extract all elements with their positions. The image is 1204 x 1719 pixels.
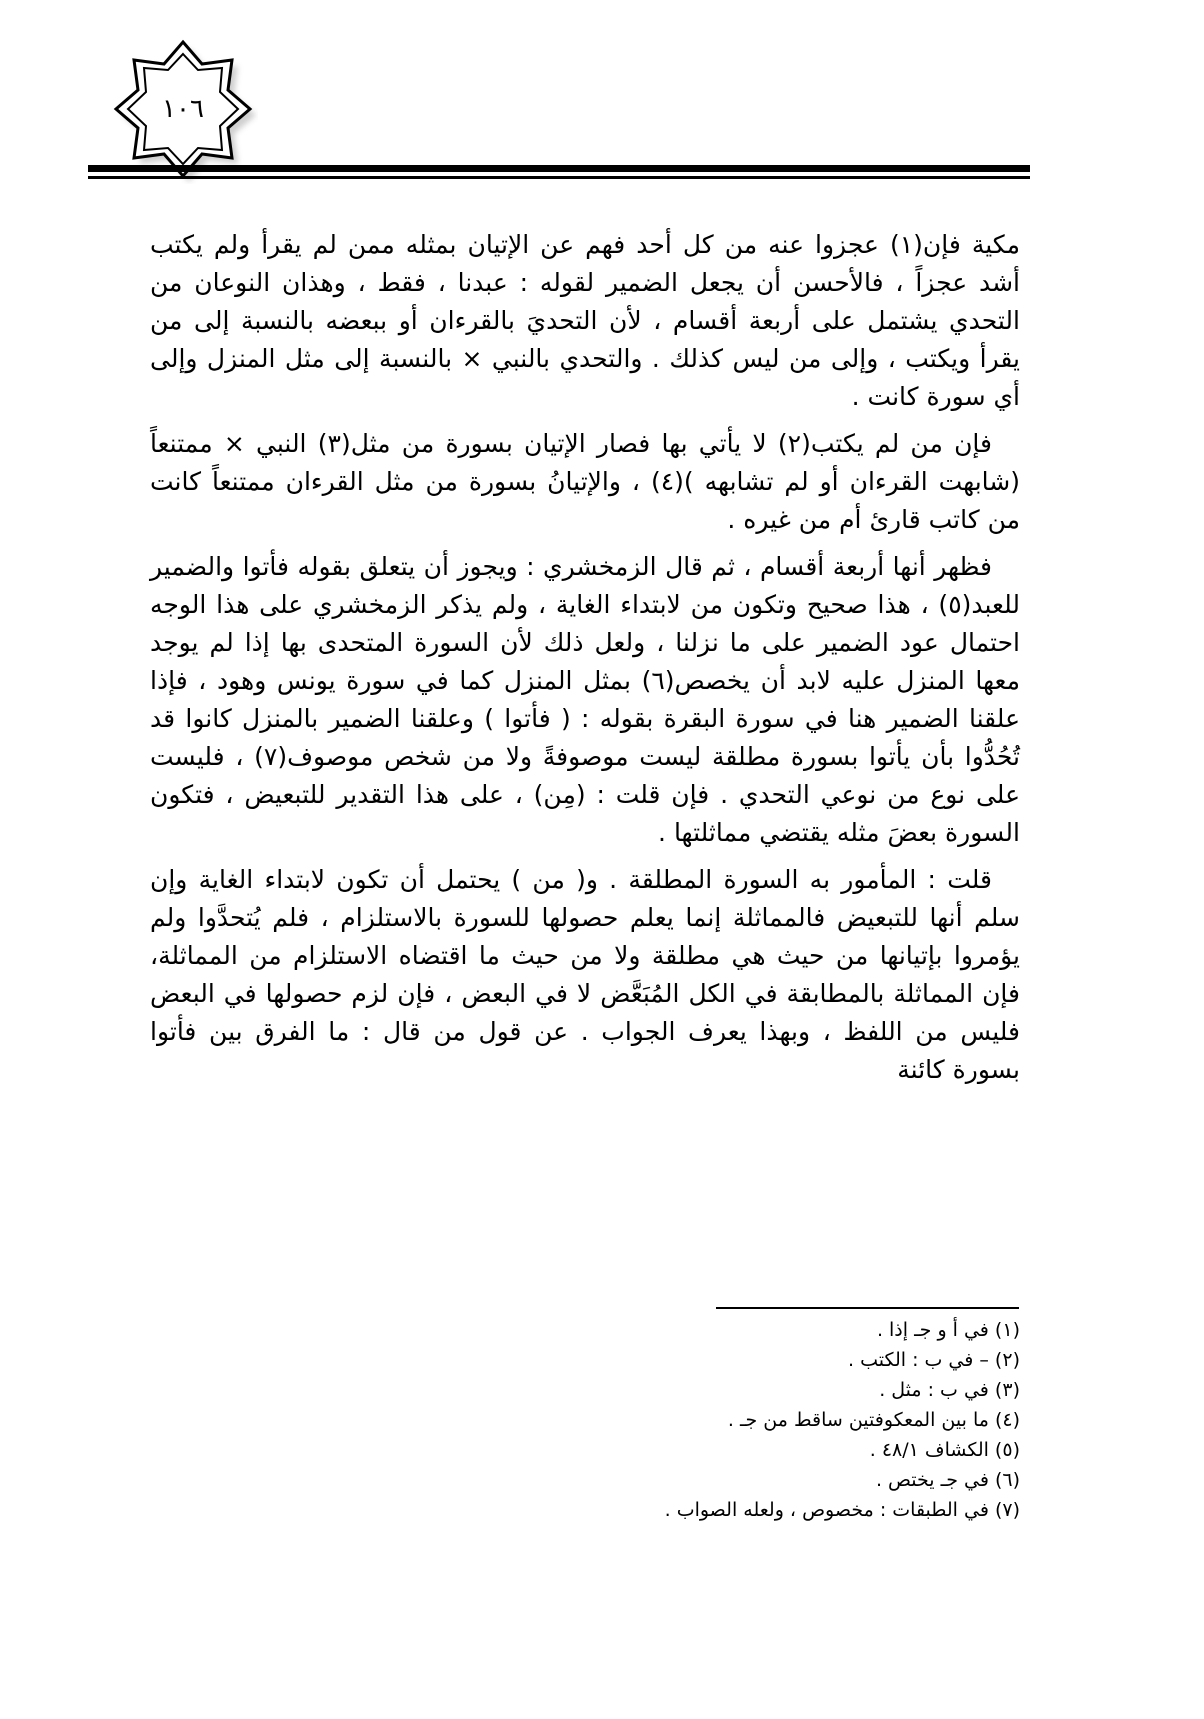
paragraph-4: قلت : المأمور به السورة المطلقة . و( من ) يحتمل أن تكون لابتداء الغاية وإن سلم أنها للتبعيض فالمماثلة إنما يعلم حصولها للسورة بالاستلزام ، فلم يُتحدَّوا ولم يؤمروا بإتيانها من حيث هي مطلقة ولا من حيث ما اقتضاه الاستلزام من المماثلة، فإن المماثلة بالمطابقة في الكل المُبَعَّض لا في البعض ، فإن لزم حصولها في البعض فليس من اللفظ ، وبهذا يعرف الجواب . عن قول من قال : ما الفرق بين فأتوا بسورة كائنة — [150, 865, 1020, 1084]
header-rule-thin — [88, 176, 1030, 179]
footnotes — [450, 1315, 1020, 1525]
footnote-5: (٥) الكشاف ٤٨/١ . — [869, 1439, 1020, 1461]
footnote-6: (٦) في جـ يختص . — [875, 1469, 1020, 1491]
footnote-1: (١) في أ و جـ إذا . — [876, 1319, 1020, 1341]
paragraph-3: فظهر أنها أربعة أقسام ، ثم قال الزمخشري : ويجوز أن يتعلق بقوله فأتوا والضمير للعبد(٥) ، هذا صحيح وتكون من لابتداء الغاية ، ولم يذكر الزمخشري على هذا الوجه احتمال عود الضمير على ما نزلنا ، ولعل ذلك لأن السورة المتحدى بها إذا لم يوجد معها المنزل عليه لابد أن يخصص(٦) بمثل المنزل كما في سورة يونس وهود ، فإذا علقنا الضمير هنا في سورة البقرة بقوله : ( فأتوا ) وعلقنا الضمير بالمنزل كانوا قد تُحُدُّوا بأن يأتوا بسورة مطلقة ليست موصوفةً ولا من شخص موصوف(٧) ، فليست على نوع من نوعي التحدي . فإن قلت : (مِن) ، على هذا التقدير للتبعيض ، فتكون السورة بعضَ مثله يقتضي مماثلتها . — [150, 552, 1020, 847]
footnote-7: (٧) في الطبقات : مخصوص ، ولعله الصواب . — [664, 1499, 1020, 1521]
footnote-2: (٢) – في ب : الكتب . — [848, 1349, 1020, 1371]
footnote-separator — [716, 1307, 1019, 1309]
footnote-4: (٤) ما بين المعكوفتين ساقط من جـ . — [727, 1409, 1020, 1431]
paragraph-2: فإن من لم يكتب(٢) لا يأتي بها فصار الإتيان بسورة من مثل(٣) النبي × ممتنعاً (شابهت القرءان أو لم تشابهه )(٤) ، والإتيانُ بسورة من مثل القرءان ممتنعاً كانت من كاتب قارئ أم من غيره . — [150, 429, 1020, 534]
paragraph-1: مكية فإن(١) عجزوا عنه من كل أحد فهم عن الإتيان بمثله ممن لم يقرأ ولم يكتب أشد عجزاً ، فالأحسن أن يجعل الضمير لقوله : عبدنا ، فقط ، وهذان النوعان من التحدي يشتمل على أربعة أقسام ، لأن التحديَ بالقرءان أو ببعضه بالنسبة إلى من يقرأ ويكتب ، وإلى من ليس كذلك . والتحدي بالنبي × بالنسبة إلى مثل المنزل وإلى أي سورة كانت . — [150, 230, 1020, 411]
page-number-badge — [108, 34, 258, 184]
page-number: ١٠٦ — [162, 94, 204, 124]
body-text — [150, 226, 1020, 1098]
footnote-3: (٣) في ب : مثل . — [879, 1379, 1020, 1401]
header-rule-thick — [88, 165, 1030, 172]
